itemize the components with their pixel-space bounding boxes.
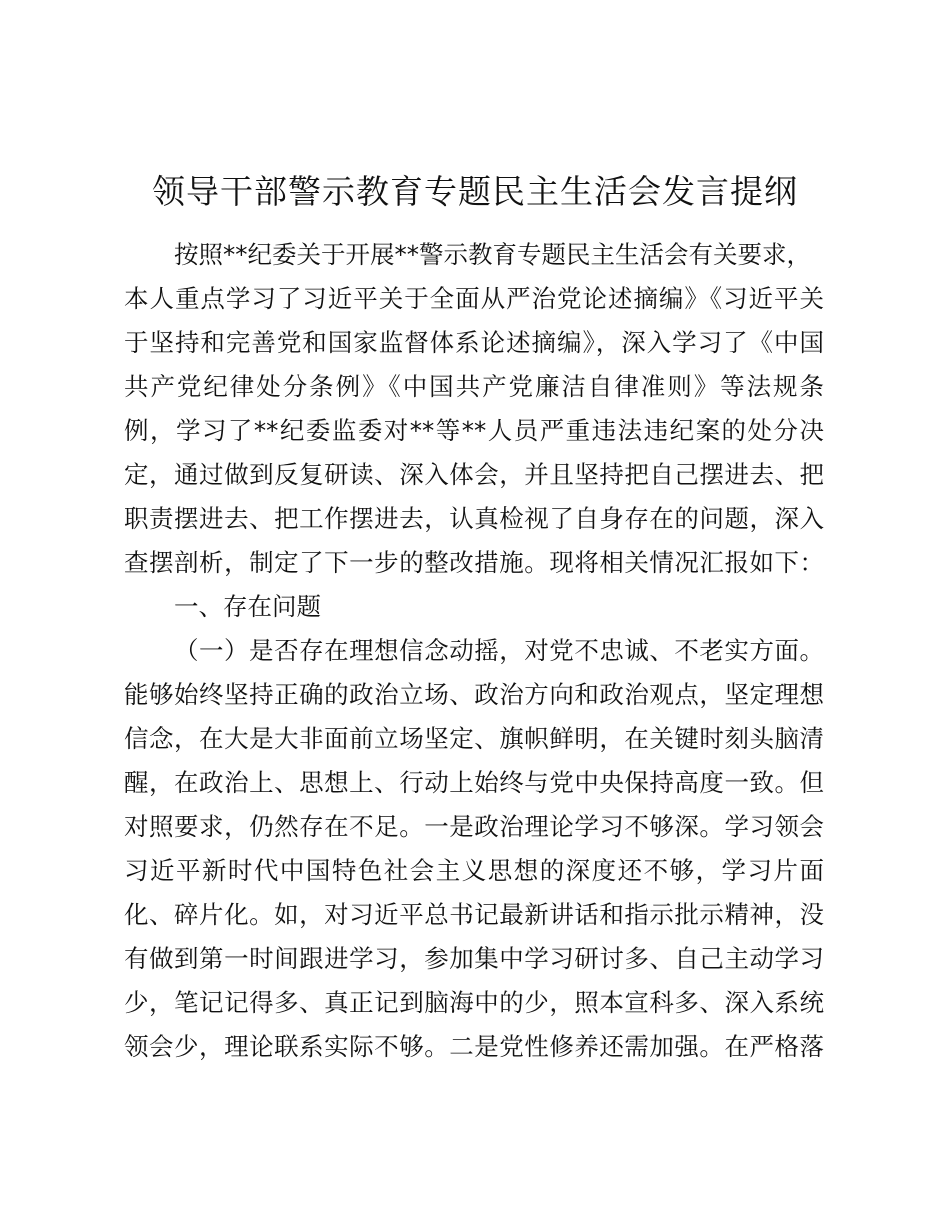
text-line: 习近平新时代中国特色社会主义思想的深度还不够，学习片面 xyxy=(124,856,824,885)
text-line: 查摆剖析，制定了下一步的整改措施。现将相关情况汇报如下： xyxy=(124,548,824,577)
text-line: 定，通过做到反复研读、深入体会，并且坚持把自己摆进去、把 xyxy=(124,460,824,489)
text-line: 于坚持和完善党和国家监督体系论述摘编》，深入学习了《中国 xyxy=(124,328,824,357)
document-body xyxy=(124,233,824,1069)
text-line: 醒，在政治上、思想上、行动上始终与党中央保持高度一致。但 xyxy=(124,768,824,797)
text-line: 按照**纪委关于开展**警示教育专题民主生活会有关要求， xyxy=(174,240,811,269)
text-line: 领会少，理论联系实际不够。二是党性修养还需加强。在严格落 xyxy=(124,1032,824,1061)
document-title: 领导干部警示教育专题民主生活会发言提纲 xyxy=(152,172,798,211)
text-line: 职责摆进去、把工作摆进去，认真检视了自身存在的问题，深入 xyxy=(124,504,824,533)
text-line: 化、碎片化。如，对习近平总书记最新讲话和指示批示精神，没 xyxy=(124,900,824,929)
text-line: 能够始终坚持正确的政治立场、政治方向和政治观点，坚定理想 xyxy=(124,680,824,709)
text-line: 共产党纪律处分条例》《中国共产党廉洁自律准则》等法规条 xyxy=(124,372,824,401)
text-line: 有做到第一时间跟进学习，参加集中学习研讨多、自己主动学习 xyxy=(124,944,824,973)
section-heading: 一、存在问题 xyxy=(174,592,321,621)
text-line: （一）是否存在理想信念动摇，对党不忠诚、不老实方面。 xyxy=(174,636,824,665)
text-line: 信念，在大是大非面前立场坚定、旗帜鲜明，在关键时刻头脑清 xyxy=(124,724,824,753)
text-line: 例，学习了**纪委监委对**等**人员严重违法违纪案的处分决 xyxy=(124,416,824,445)
text-line: 少，笔记记得多、真正记到脑海中的少，照本宣科多、深入系统 xyxy=(124,988,824,1017)
text-line: 对照要求，仍然存在不足。一是政治理论学习不够深。学习领会 xyxy=(124,812,824,841)
text-line: 本人重点学习了习近平关于全面从严治党论述摘编》《习近平关 xyxy=(124,284,824,313)
